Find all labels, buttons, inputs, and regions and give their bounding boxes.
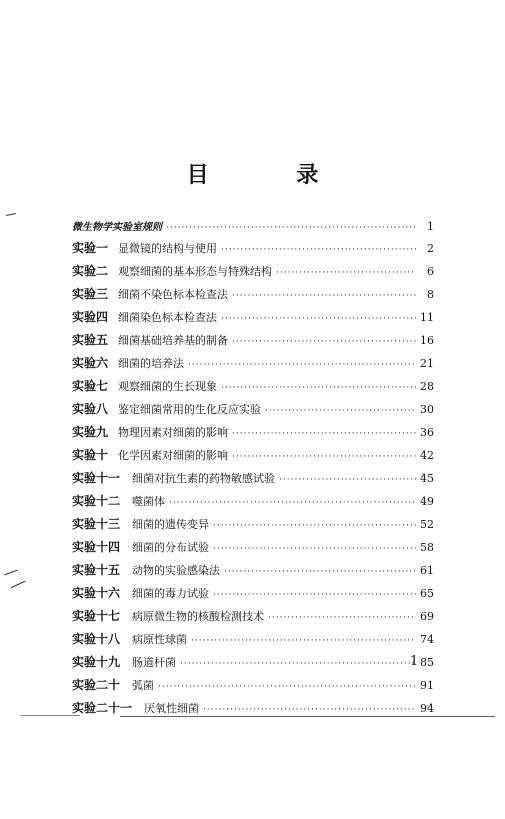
toc-row bbox=[72, 285, 434, 308]
toc-experiment-label: 实验十一 bbox=[72, 471, 121, 485]
scan-mark bbox=[6, 213, 16, 216]
scan-mark bbox=[4, 570, 17, 576]
toc-entry-title: 细菌的分布试验 bbox=[132, 541, 210, 554]
toc-entry-title: 物理因素对细菌的影响 bbox=[118, 426, 229, 439]
toc-page-number: 91 bbox=[420, 679, 434, 692]
toc-row bbox=[72, 607, 434, 630]
toc-experiment-label: 实验十六 bbox=[72, 586, 121, 600]
leader-dots bbox=[166, 223, 416, 233]
leader-dots bbox=[180, 659, 416, 669]
toc-experiment-label: 实验一 bbox=[72, 241, 109, 255]
page-title: 目 录 bbox=[186, 163, 359, 188]
toc-page-number: 11 bbox=[420, 311, 434, 324]
toc-row bbox=[72, 653, 434, 676]
leader-dots bbox=[276, 268, 416, 278]
toc-experiment-label: 实验九 bbox=[72, 425, 109, 439]
toc-page-number: 52 bbox=[420, 518, 434, 531]
toc-experiment-label: 实验八 bbox=[72, 402, 109, 416]
toc-page-number: 69 bbox=[420, 610, 434, 623]
toc-row bbox=[72, 630, 434, 653]
leader-dots bbox=[203, 705, 416, 715]
toc-experiment-label: 实验十九 bbox=[72, 655, 121, 669]
toc-page-number: 58 bbox=[420, 541, 434, 554]
toc-row bbox=[72, 377, 434, 400]
toc-entry-title: 观察细菌的生长现象 bbox=[118, 380, 218, 393]
toc-page-number: 85 bbox=[420, 656, 434, 669]
toc-page-number: 61 bbox=[420, 564, 434, 577]
toc-experiment-label: 实验十七 bbox=[72, 609, 121, 623]
toc-row bbox=[72, 423, 434, 446]
toc-entry-title: 噬菌体 bbox=[132, 495, 166, 508]
toc-page-number: 16 bbox=[420, 334, 434, 347]
toc-experiment-label: 实验十四 bbox=[72, 540, 121, 554]
page-number: 1 bbox=[410, 654, 419, 669]
toc-row bbox=[72, 538, 434, 561]
toc-row bbox=[72, 492, 434, 515]
toc-entry-title: 细菌基础培养基的制备 bbox=[118, 334, 229, 347]
toc-entry-title: 化学因素对细菌的影响 bbox=[118, 449, 229, 462]
toc-experiment-label: 实验七 bbox=[72, 379, 109, 393]
toc-entry-title: 微生物学实验室规则 bbox=[72, 222, 162, 233]
leader-dots bbox=[232, 337, 416, 347]
toc-entry-title: 动物的实验感染法 bbox=[132, 564, 221, 577]
toc-entry-title: 鉴定细菌常用的生化反应实验 bbox=[118, 403, 262, 416]
toc-row bbox=[72, 699, 434, 722]
toc-entry-title: 细菌染色标本检查法 bbox=[118, 311, 218, 324]
toc-row bbox=[72, 354, 434, 377]
toc-entry-title: 细菌不染色标本检查法 bbox=[118, 288, 229, 301]
toc-experiment-label: 实验六 bbox=[72, 356, 109, 370]
toc-entry-title: 病原性球菌 bbox=[132, 633, 188, 646]
toc-experiment-label: 实验十五 bbox=[72, 563, 121, 577]
toc-row bbox=[72, 515, 434, 538]
toc-row bbox=[72, 308, 434, 331]
toc-row bbox=[72, 561, 434, 584]
leader-dots bbox=[191, 636, 416, 646]
toc-entry-title: 细菌的遗传变异 bbox=[132, 518, 210, 531]
toc-entry-title: 细菌的培养法 bbox=[118, 357, 185, 370]
toc-page-number: 1 bbox=[427, 220, 434, 233]
leader-dots bbox=[213, 590, 416, 600]
toc-entry-title: 细菌的毒力试验 bbox=[132, 587, 210, 600]
toc-experiment-label: 实验五 bbox=[72, 333, 109, 347]
toc-page-number: 65 bbox=[420, 587, 434, 600]
toc-page-number: 49 bbox=[420, 495, 434, 508]
toc-experiment-label: 实验十三 bbox=[72, 517, 121, 531]
toc-entry-title: 病原微生物的核酸检测技术 bbox=[132, 610, 265, 623]
toc-row bbox=[72, 469, 434, 492]
leader-dots bbox=[213, 544, 416, 554]
toc-experiment-label: 实验二十一 bbox=[72, 701, 133, 715]
toc-row bbox=[72, 331, 434, 354]
leader-dots bbox=[221, 314, 416, 324]
toc-entry-title: 显微镜的结构与使用 bbox=[118, 242, 218, 255]
toc-entry-title: 厌氧性细菌 bbox=[144, 702, 200, 715]
toc-entry-title: 肠道杆菌 bbox=[132, 656, 177, 669]
toc-page-number: 28 bbox=[420, 380, 434, 393]
toc-experiment-label: 实验十八 bbox=[72, 632, 121, 646]
toc-row bbox=[72, 676, 434, 699]
leader-dots bbox=[268, 613, 416, 623]
toc-row bbox=[72, 584, 434, 607]
leader-dots bbox=[221, 245, 416, 255]
toc-page-number: 45 bbox=[420, 472, 434, 485]
toc-experiment-label: 实验四 bbox=[72, 310, 109, 324]
toc-page-number: 6 bbox=[427, 265, 434, 278]
toc-page-number: 2 bbox=[427, 242, 434, 255]
toc-page-number: 94 bbox=[420, 702, 434, 715]
toc-experiment-label: 实验三 bbox=[72, 287, 109, 301]
toc-page-number: 36 bbox=[420, 426, 434, 439]
leader-dots bbox=[169, 498, 416, 508]
leader-dots bbox=[232, 452, 416, 462]
toc-row bbox=[72, 262, 434, 285]
leader-dots bbox=[213, 521, 416, 531]
toc-row bbox=[72, 218, 434, 239]
toc-page-number: 8 bbox=[427, 288, 434, 301]
toc-page-number: 74 bbox=[420, 633, 434, 646]
table-of-contents bbox=[72, 218, 434, 722]
toc-row bbox=[72, 400, 434, 423]
toc-experiment-label: 实验十二 bbox=[72, 494, 121, 508]
toc-page-number: 30 bbox=[420, 403, 434, 416]
toc-row bbox=[72, 446, 434, 469]
leader-dots bbox=[265, 406, 416, 416]
leader-dots bbox=[279, 475, 416, 485]
toc-experiment-label: 实验二十 bbox=[72, 678, 121, 692]
toc-entry-title: 弧菌 bbox=[132, 679, 155, 692]
toc-experiment-label: 实验十 bbox=[72, 448, 109, 462]
leader-dots bbox=[232, 291, 416, 301]
leader-dots bbox=[188, 360, 416, 370]
bottom-rule bbox=[120, 716, 495, 717]
toc-entry-title: 观察细菌的基本形态与特殊结构 bbox=[118, 265, 273, 278]
toc-experiment-label: 实验二 bbox=[72, 264, 109, 278]
leader-dots bbox=[232, 429, 416, 439]
toc-entry-title: 细菌对抗生素的药物敏感试验 bbox=[132, 472, 276, 485]
toc-page-number: 21 bbox=[420, 357, 434, 370]
scan-mark bbox=[11, 581, 26, 589]
bottom-rule bbox=[20, 715, 80, 716]
toc-page-number: 42 bbox=[420, 449, 434, 462]
leader-dots bbox=[158, 682, 416, 692]
leader-dots bbox=[221, 383, 416, 393]
toc-row bbox=[72, 239, 434, 262]
leader-dots bbox=[224, 567, 416, 577]
